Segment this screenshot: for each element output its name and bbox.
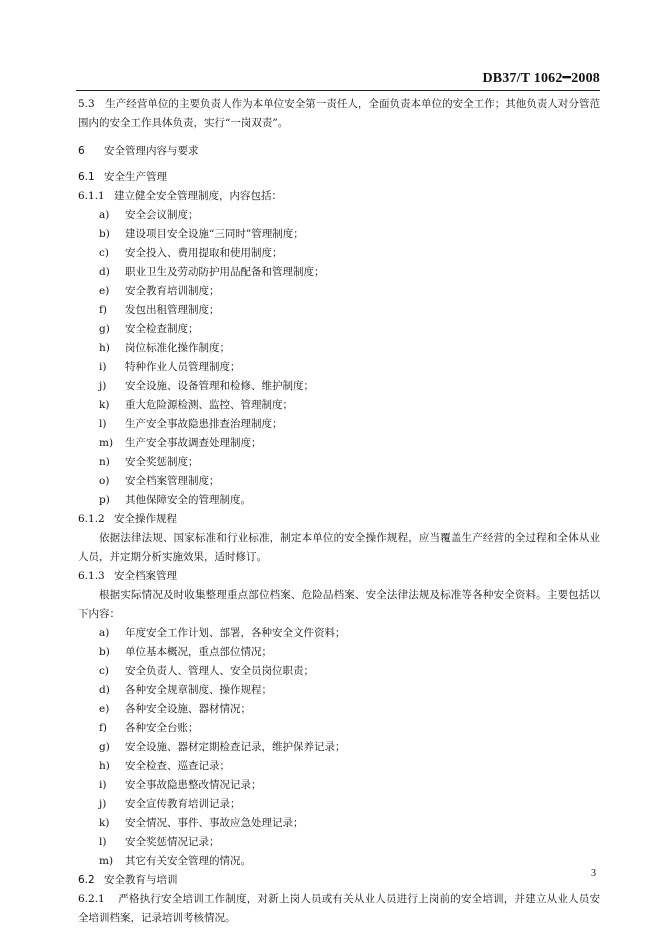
list-item-marker: i) bbox=[99, 779, 107, 791]
list-item-text: 安全宣传教育培训记录； bbox=[125, 798, 241, 810]
list-item-marker: e) bbox=[99, 285, 110, 297]
list-item-marker: p) bbox=[99, 494, 110, 506]
list-item bbox=[78, 833, 600, 852]
list-item-text: 安全教育培训制度； bbox=[125, 285, 220, 297]
section-number: 6.1 bbox=[78, 171, 95, 183]
list-item bbox=[78, 776, 600, 795]
list-item-text: 特种作业人员管理制度； bbox=[125, 361, 241, 373]
list-item-text: 建设项目安全设施“三同时”管理制度； bbox=[125, 228, 304, 240]
list-item-marker: k) bbox=[99, 399, 110, 411]
list-item bbox=[78, 757, 600, 776]
header-rule bbox=[76, 90, 600, 91]
list-item-text: 安全负责人、管理人、安全员岗位职责； bbox=[125, 665, 314, 677]
list-item-marker: l) bbox=[99, 836, 107, 848]
list-item bbox=[78, 415, 600, 434]
section-number: 6.1.1 bbox=[78, 190, 105, 202]
list-item-marker: m) bbox=[99, 855, 114, 867]
section-5-3-paragraph: 5.3 生产经营单位的主要负责人作为本单位安全第一责任人，全面负责本单位的安全工作；其他负责人对分管范围内的安全工作具体负责，实行“一岗双责”。 bbox=[78, 98, 600, 129]
list-item-text: 安全档案管理制度； bbox=[125, 475, 220, 487]
list-item bbox=[78, 814, 600, 833]
list-item bbox=[78, 643, 600, 662]
list-item-marker: n) bbox=[99, 456, 110, 468]
list-item-text: 生产安全事故隐患排查治理制度； bbox=[125, 418, 283, 430]
safety-archive-list bbox=[78, 624, 600, 871]
list-item-text: 发包出租管理制度； bbox=[125, 304, 220, 316]
list-item-text: 岗位标准化操作制度； bbox=[125, 342, 230, 354]
list-item bbox=[78, 396, 600, 415]
list-item bbox=[78, 434, 600, 453]
page-number: 3 bbox=[591, 868, 596, 879]
list-item-marker: a) bbox=[99, 627, 110, 639]
list-item-text: 职业卫生及劳动防护用品配备和管理制度； bbox=[125, 266, 325, 278]
list-item bbox=[78, 700, 600, 719]
list-item-text: 年度安全工作计划、部署，各种安全文件资料； bbox=[125, 627, 346, 639]
list-item bbox=[78, 358, 600, 377]
section-6-1-heading bbox=[78, 168, 600, 187]
list-item bbox=[78, 491, 600, 510]
list-item bbox=[78, 795, 600, 814]
list-item bbox=[78, 282, 600, 301]
document-code: DB37/T 1062━2008 bbox=[482, 71, 600, 86]
list-item-text: 安全设施、器材定期检查记录，维护保养记录； bbox=[125, 741, 346, 753]
list-item bbox=[78, 320, 600, 339]
section-title: 安全教育与培训 bbox=[104, 874, 178, 886]
list-item-text: 安全事故隐患整改情况记录； bbox=[125, 779, 262, 791]
section-title: 安全操作规程 bbox=[114, 513, 177, 525]
section-number: 6 bbox=[78, 145, 85, 157]
section-6-1-1-heading bbox=[78, 187, 600, 206]
section-6-1-3-paragraph: 根据实际情况及时收集整理重点部位档案、危险品档案、安全法律法规及标准等各种安全资料。主要包括以下内容： bbox=[78, 589, 600, 620]
section-number: 6.2.1 bbox=[78, 893, 105, 905]
list-item bbox=[78, 301, 600, 320]
section-title: 安全管理内容与要求 bbox=[104, 145, 199, 157]
list-item-marker: g) bbox=[99, 323, 110, 335]
list-item-text: 单位基本概况，重点部位情况； bbox=[125, 646, 272, 658]
section-6-1-2-paragraph: 依据法律法规、国家标准和行业标准，制定本单位的安全操作规程，应当覆盖生产经营的全过程和全体从业人员，并定期分析实施效果，适时修订。 bbox=[78, 532, 600, 563]
list-item-marker: h) bbox=[99, 342, 110, 354]
list-item-marker: d) bbox=[99, 684, 110, 696]
section-6-2-heading bbox=[78, 871, 600, 890]
list-item-marker: g) bbox=[99, 741, 110, 753]
list-item-text: 各种安全台账； bbox=[125, 722, 199, 734]
section-title: 安全档案管理 bbox=[114, 570, 177, 582]
list-item-marker: d) bbox=[99, 266, 110, 278]
section-6-2-1-paragraph bbox=[78, 890, 600, 928]
list-item-marker: k) bbox=[99, 817, 110, 829]
list-item bbox=[78, 662, 600, 681]
list-item-marker: j) bbox=[99, 380, 107, 392]
list-item-text: 安全检查制度； bbox=[125, 323, 199, 335]
list-item-text: 各种安全设施、器材情况； bbox=[125, 703, 251, 715]
list-item-text: 其他保障安全的管理制度。 bbox=[125, 494, 251, 506]
page-body bbox=[78, 95, 600, 928]
section-6-1-2-heading bbox=[78, 510, 600, 529]
section-6-1-3-heading bbox=[78, 567, 600, 586]
list-item bbox=[78, 453, 600, 472]
list-item-marker: j) bbox=[99, 798, 107, 810]
management-system-list bbox=[78, 206, 600, 510]
section-number: 6.1.3 bbox=[78, 570, 105, 582]
list-item-marker: m) bbox=[99, 437, 114, 449]
list-item-text: 其它有关安全管理的情况。 bbox=[125, 855, 251, 867]
list-item bbox=[78, 719, 600, 738]
list-item-marker: o) bbox=[99, 475, 110, 487]
list-item-text: 重大危险源检测、监控、管理制度； bbox=[125, 399, 293, 411]
list-item-text: 安全投入、费用提取和使用制度； bbox=[125, 247, 283, 259]
list-item-text: 安全情况、事件、事故应急处理记录； bbox=[125, 817, 304, 829]
list-item-marker: b) bbox=[99, 646, 110, 658]
list-item bbox=[78, 206, 600, 225]
section-title: 安全生产管理 bbox=[104, 171, 167, 183]
list-item-marker: a) bbox=[99, 209, 110, 221]
list-item bbox=[78, 244, 600, 263]
list-item bbox=[78, 263, 600, 282]
list-item-marker: l) bbox=[99, 418, 107, 430]
section-number: 6.2 bbox=[78, 874, 95, 886]
list-item-marker: e) bbox=[99, 703, 110, 715]
list-item-marker: c) bbox=[99, 247, 109, 259]
list-item bbox=[78, 472, 600, 491]
list-item-marker: i) bbox=[99, 361, 107, 373]
section-6-heading bbox=[78, 142, 600, 161]
section-text: 严格执行安全培训工作制度，对新上岗人员或有关从业人员进行上岗前的安全培训，并建立从业人员安全培训档案，记录培训考核情况。 bbox=[78, 893, 600, 924]
list-item-marker: f) bbox=[99, 722, 107, 734]
list-item-text: 安全奖惩情况记录； bbox=[125, 836, 220, 848]
section-number: 6.1.2 bbox=[78, 513, 105, 525]
list-item bbox=[78, 624, 600, 643]
list-item-marker: c) bbox=[99, 665, 109, 677]
list-item bbox=[78, 738, 600, 757]
list-item bbox=[78, 377, 600, 396]
list-item bbox=[78, 339, 600, 358]
list-item-text: 各种安全规章制度、操作规程； bbox=[125, 684, 272, 696]
list-item bbox=[78, 852, 600, 871]
list-item-marker: b) bbox=[99, 228, 110, 240]
list-item-marker: f) bbox=[99, 304, 107, 316]
list-item-marker: h) bbox=[99, 760, 110, 772]
list-item-text: 安全检查、巡查记录； bbox=[125, 760, 230, 772]
list-item bbox=[78, 225, 600, 244]
list-item-text: 生产安全事故调查处理制度； bbox=[125, 437, 262, 449]
list-item bbox=[78, 681, 600, 700]
list-item-text: 安全设施、设备管理和检修、维护制度； bbox=[125, 380, 314, 392]
section-title: 建立健全安全管理制度，内容包括： bbox=[114, 190, 282, 202]
list-item-text: 安全会议制度； bbox=[125, 209, 199, 221]
list-item-text: 安全奖惩制度； bbox=[125, 456, 199, 468]
